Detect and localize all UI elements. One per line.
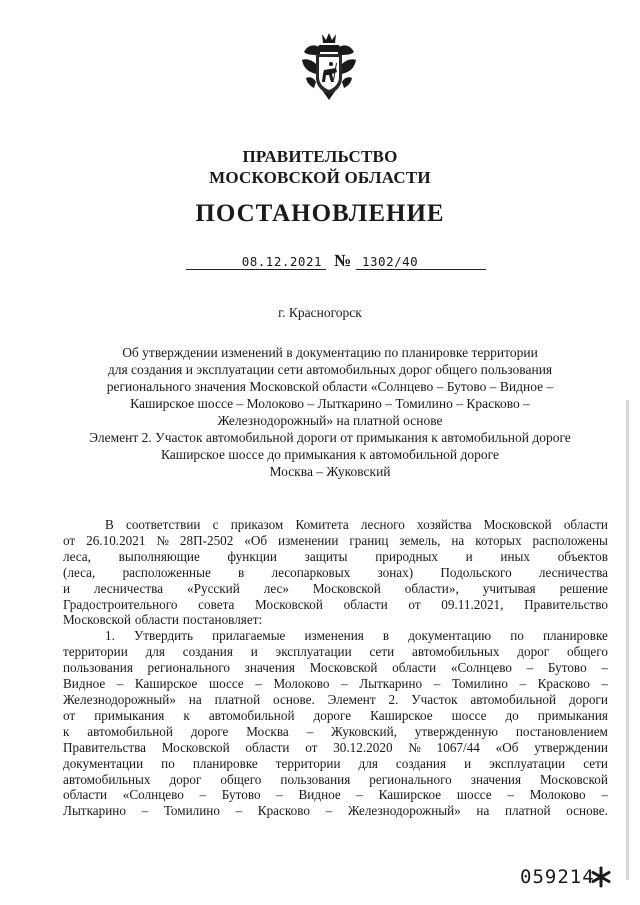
body-line: [63, 708, 608, 724]
date-underline: [186, 269, 326, 270]
body-word: шоссе: [451, 707, 487, 723]
body-word: хозяйства: [417, 517, 472, 532]
body-word: основе.: [273, 691, 315, 707]
body-word: области: [563, 517, 608, 532]
body-word: –: [433, 676, 441, 692]
body-word: –: [116, 676, 124, 692]
body-word: выполняющие: [118, 548, 200, 564]
body-word: примыкания: [94, 707, 165, 723]
body-word: «Об: [495, 739, 519, 755]
body-word: прилагаемые: [212, 628, 286, 644]
body-word: Молоково: [273, 676, 330, 692]
body-line: [63, 533, 608, 549]
body-word: шоссе: [208, 676, 244, 692]
title-line: Элемент 2. Участок автомобильной дороги от примыкания к автомобильной дороге: [89, 430, 571, 445]
body-word: шоссе: [456, 787, 492, 803]
body-word: –: [141, 803, 149, 819]
body-word: Московской: [63, 612, 131, 628]
body-word: лесничества: [94, 580, 164, 596]
body-word: Подольского: [440, 564, 512, 580]
number-underline: [356, 269, 486, 270]
title-line: Москва – Жуковский: [269, 464, 391, 479]
document-body: [63, 517, 608, 819]
body-word: планировке: [192, 755, 258, 771]
org-line-1: ПРАВИТЕЛЬСТВО: [242, 147, 398, 166]
body-word: и: [465, 548, 473, 564]
body-word: на: [451, 532, 465, 548]
body-word: Железнодорожный»: [347, 803, 461, 819]
body-word: изменении: [278, 532, 339, 548]
body-word: автомобильных: [411, 644, 500, 660]
body-word: дорог: [517, 644, 550, 660]
body-word: до: [505, 707, 519, 723]
body-word: –: [235, 803, 243, 819]
body-word: дороге: [313, 707, 352, 723]
body-word: в: [382, 628, 390, 644]
body-word: по: [161, 755, 175, 771]
body-line: [63, 581, 608, 597]
body-word: создания: [395, 755, 447, 771]
body-word: 28П-2502: [179, 532, 234, 548]
body-word: на: [476, 803, 490, 819]
body-word: расположены: [532, 532, 608, 548]
body-word: –: [325, 803, 333, 819]
body-word: Каширское: [378, 787, 442, 803]
body-word: –: [356, 787, 363, 803]
asterisk-icon: [590, 866, 612, 888]
body-line: [63, 803, 608, 819]
title-line: регионального значения Московской области «Солнцево – Бутово – Видное –: [106, 379, 554, 394]
body-word: №: [408, 739, 421, 755]
body-line: [63, 549, 608, 565]
date-number-line: [186, 250, 486, 274]
body-word: дорог: [169, 771, 202, 787]
body-word: Томилино: [451, 676, 508, 692]
body-word: защиты: [304, 548, 348, 564]
government-name: [0, 146, 640, 188]
body-word: платной: [214, 691, 261, 707]
body-word: эксплуатации: [275, 644, 352, 660]
body-word: на: [188, 691, 202, 707]
body-word: приказом: [230, 517, 284, 532]
body-word: 26.10.2021: [86, 532, 146, 548]
body-word: «Солнцево: [450, 660, 512, 676]
number-sign: №: [334, 251, 352, 270]
body-word: –: [526, 660, 534, 676]
body-word: Бутово: [547, 660, 587, 676]
body-word: сети: [369, 644, 395, 660]
body-word: решение: [559, 580, 608, 596]
body-word: лесопарковых: [271, 564, 351, 580]
body-word: Лыткарино: [359, 676, 423, 692]
body-word: 2.: [388, 691, 399, 707]
body-word: к: [183, 707, 190, 723]
body-line: [63, 740, 608, 756]
body-word: территории: [275, 755, 341, 771]
body-word: и: [250, 644, 258, 660]
body-word: –: [519, 676, 527, 692]
body-word: Томилино: [163, 803, 220, 819]
body-word: области: [392, 660, 437, 676]
body-word: документацию: [408, 628, 492, 644]
document-number: 1302/40: [362, 254, 419, 269]
body-word: №: [156, 532, 169, 548]
body-line: [63, 660, 608, 676]
body-word: изменения: [304, 628, 364, 644]
body-word: постановляет:: [182, 612, 263, 628]
body-word: области: [134, 612, 179, 628]
body-word: значения: [244, 660, 295, 676]
body-word: регионального: [147, 660, 231, 676]
body-word: автомобильной: [87, 723, 173, 739]
coat-of-arms-icon: [298, 30, 360, 104]
body-word: –: [507, 787, 514, 803]
body-line: [63, 787, 608, 803]
body-line: [63, 565, 608, 581]
body-word: Каширское: [370, 707, 433, 723]
body-word: Элемент: [327, 691, 376, 707]
body-word: Московской: [255, 596, 323, 612]
body-word: –: [276, 787, 283, 803]
body-word: «Русский: [187, 580, 240, 596]
body-word: –: [199, 787, 207, 803]
body-word: –: [255, 676, 262, 692]
serial-number: 059214: [520, 866, 595, 888]
body-word: пользования: [63, 660, 133, 676]
body-word: области»,: [404, 580, 459, 596]
body-word: области: [343, 596, 388, 612]
body-line: [63, 597, 608, 613]
body-word: лесного: [360, 517, 405, 532]
body-word: Московской: [483, 517, 552, 532]
body-word: Градостроительного: [63, 596, 178, 612]
body-word: –: [601, 676, 608, 692]
body-word: соответствии: [125, 517, 201, 532]
body-word: Видное: [298, 787, 341, 803]
body-word: сети: [583, 755, 608, 771]
body-word: дороге: [190, 723, 229, 739]
body-line: [63, 517, 608, 533]
body-line: [63, 756, 608, 772]
body-word: (леса,: [63, 564, 96, 580]
body-word: учитывая: [482, 580, 536, 596]
body-word: от: [63, 707, 76, 723]
title-line: для создания и эксплуатации сети автомобильных дорог общего пользования: [107, 362, 553, 377]
body-word: значения: [470, 771, 522, 787]
body-word: Красково: [537, 676, 590, 692]
scan-edge-mark: [626, 400, 629, 880]
body-word: общего: [566, 644, 608, 660]
document-type: ПОСТАНОВЛЕНИЕ: [195, 200, 445, 227]
body-word: лес»: [263, 580, 289, 596]
body-word: зонах): [377, 564, 414, 580]
body-word: и: [63, 580, 71, 596]
body-word: Красково: [257, 803, 310, 819]
body-word: 09.11.2021,: [441, 596, 504, 612]
body-word: Комитета: [295, 517, 349, 532]
body-word: области: [245, 739, 290, 755]
body-word: общего: [220, 771, 262, 787]
body-word: утвержденную: [414, 723, 498, 739]
body-word: от: [63, 532, 76, 548]
title-line: Каширское шоссе до примыкания к автомобильной дороге: [160, 447, 500, 462]
body-word: –: [341, 676, 348, 692]
body-word: автомобильных: [63, 771, 151, 787]
body-word: Московской: [312, 580, 381, 596]
body-word: автомобильной: [470, 691, 557, 707]
body-word: Московской: [161, 739, 230, 755]
document-title: [60, 344, 600, 480]
body-word: Правительство: [524, 596, 608, 612]
org-line-2: МОСКОВСКОЙ ОБЛАСТИ: [209, 168, 431, 187]
body-word: дороги: [568, 691, 608, 707]
body-word: и: [464, 755, 472, 771]
body-word: Каширское: [134, 676, 198, 692]
body-word: объектов: [557, 548, 608, 564]
body-word: эксплуатации: [489, 755, 566, 771]
body-word: Жуковский,: [331, 723, 397, 739]
body-line: [63, 644, 608, 660]
body-line: [63, 676, 608, 692]
body-word: «Об: [244, 532, 268, 548]
body-word: в: [238, 564, 245, 580]
body-word: 30.12.2020: [333, 739, 393, 755]
body-word: для: [358, 755, 378, 771]
body-line: [63, 724, 608, 740]
body-word: Правительства: [63, 739, 146, 755]
body-word: области: [63, 787, 108, 803]
body-word: 1.: [105, 628, 115, 644]
body-word: примыкания: [537, 707, 608, 723]
body-word: совета: [198, 596, 235, 612]
body-word: Москва: [246, 723, 289, 739]
body-word: В: [105, 517, 114, 532]
body-line: [63, 612, 608, 628]
body-word: основе.: [566, 803, 608, 819]
body-word: от: [408, 596, 421, 612]
title-line: Каширское шоссе – Молоково – Лыткарино – Томилино – Красково –: [130, 396, 530, 411]
body-word: 1067/44: [436, 739, 480, 755]
body-word: расположенные: [122, 564, 211, 580]
body-word: «Солнцево: [122, 787, 184, 803]
body-word: постановлением: [515, 723, 608, 739]
body-word: леса,: [63, 548, 91, 564]
title-line: Об утверждении изменений в документацию по планировке территории: [122, 345, 538, 360]
body-word: функции: [227, 548, 277, 564]
body-word: Московской: [309, 660, 378, 676]
body-word: пользования: [280, 771, 351, 787]
body-word: для: [145, 644, 165, 660]
body-word: от: [305, 739, 318, 755]
body-word: Участок: [411, 691, 458, 707]
body-word: по: [510, 628, 524, 644]
body-line: [63, 692, 608, 708]
body-word: платной: [504, 803, 551, 819]
body-word: Молоково: [529, 787, 586, 803]
body-word: создания: [182, 644, 233, 660]
body-word: Московской: [540, 771, 608, 787]
body-word: земель,: [399, 532, 441, 548]
body-word: –: [601, 660, 608, 676]
body-word: лесничества: [538, 564, 608, 580]
body-word: документации: [63, 755, 144, 771]
body-word: к: [63, 723, 70, 739]
body-word: Утвердить: [133, 628, 194, 644]
body-word: Видное: [63, 676, 106, 692]
body-word: территории: [63, 644, 128, 660]
body-word: планировке: [542, 628, 608, 644]
body-word: Бутово: [221, 787, 261, 803]
body-word: регионального: [369, 771, 452, 787]
body-line: [63, 772, 608, 788]
body-word: природных: [375, 548, 438, 564]
city: г. Красногорск: [278, 305, 362, 320]
body-word: –: [601, 787, 608, 803]
body-word: границ: [349, 532, 389, 548]
body-word: утверждении: [534, 739, 608, 755]
body-word: автомобильной: [208, 707, 295, 723]
body-word: Железнодорожный»: [63, 691, 176, 707]
body-word: которых: [475, 532, 522, 548]
body-word: иных: [500, 548, 530, 564]
body-word: Лыткарино: [63, 803, 126, 819]
body-word: –: [306, 723, 314, 739]
document-date: 08.12.2021: [241, 254, 322, 269]
body-line: [63, 628, 608, 644]
title-line: Железнодорожный» на платной основе: [217, 413, 443, 428]
body-word: с: [212, 517, 219, 532]
